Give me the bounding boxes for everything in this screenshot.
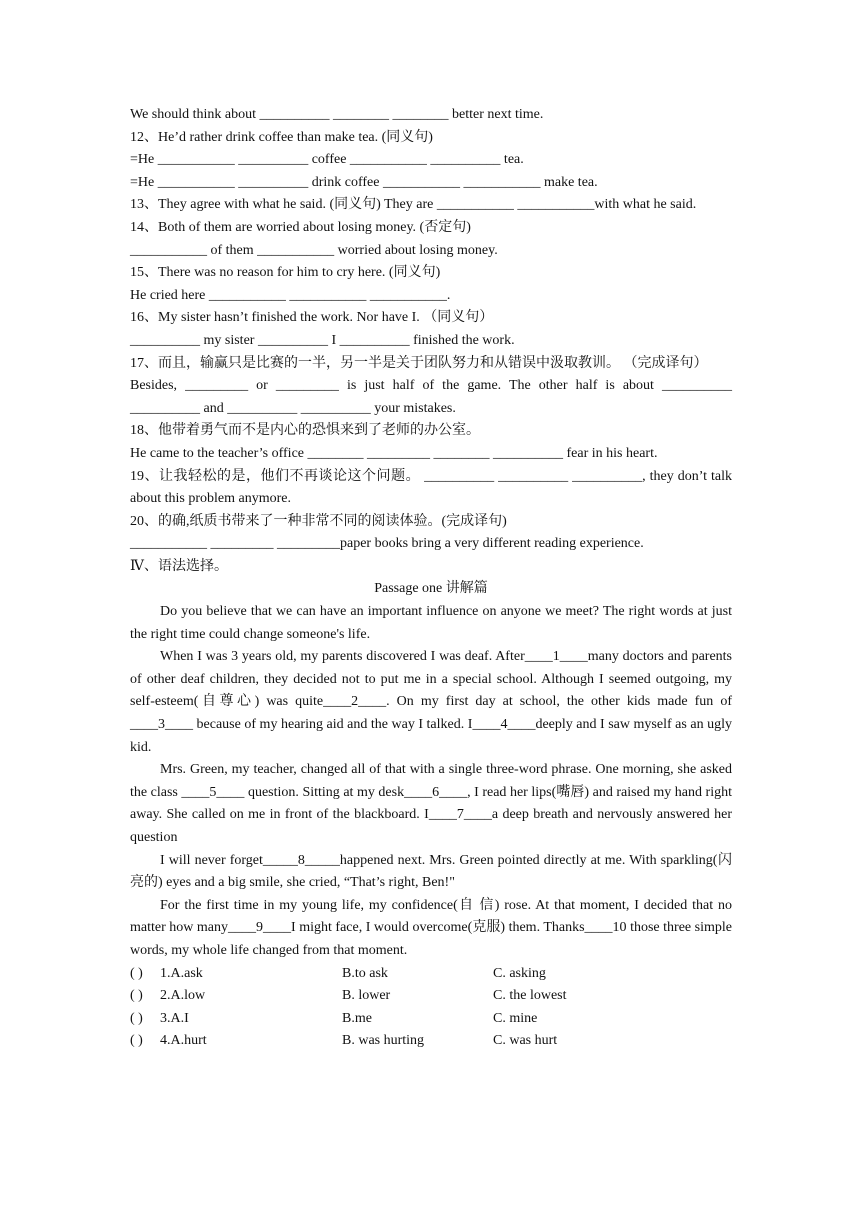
exercise-19: 19、让我轻松的是，他们不再谈论这个问题。 __________ __________ __________, they don’t talk about this problem anymore. [130,468,732,507]
exercise-16-prompt: 16、My sister hasn’t finished the work. Nor have I. （同义句） [130,310,494,326]
exercise-14-prompt: 14、Both of them are worried about losing money. (否定句) [130,219,471,235]
exercise-16-answer: __________ my sister __________ I __________ finished the work. [130,332,515,348]
option-row [130,1030,732,1053]
option-b: B. lower [342,988,391,1004]
answer-blank[interactable]: ( ) [130,1033,143,1049]
exercise-12-answer-a: =He ___________ __________ coffee ___________ __________ tea. [130,152,524,168]
exercise-17-answer: Besides, _________ or _________ is just half of the game. The other half is about __________ __________ and __________ __________ your mistakes. [130,378,732,416]
option-b: B.me [342,1010,372,1026]
option-a: 1.A.ask [160,965,203,981]
option-c: C. the lowest [493,988,567,1004]
passage-paragraph: For the first time in my young life, my confidence(自 信) rose. At that moment, I decided that no matter how many____9____I might face, I would overcome(克服) them. Thanks____10 those three simple words, my whole life changed from that moment. [130,897,732,958]
exercise-15-answer: He cried here ___________ ___________ ___________. [130,287,451,303]
exercise-18-answer: He came to the teacher’s office ________ _________ ________ __________ fear in his heart. [130,445,658,461]
option-row [130,1008,732,1031]
option-a: 4.A.hurt [160,1033,207,1049]
answer-blank[interactable]: ( ) [130,965,143,981]
passage-paragraph: Mrs. Green, my teacher, changed all of that with a single three-word phrase. One morning, she asked the class ____5____ question. Sitting at my desk____6____, I read her lips(嘴唇) and raised my hand right away. She called on me in front of the blackboard. I____7____a deep breath and nervously answered her question [130,762,732,845]
answer-blank[interactable]: ( ) [130,988,143,1004]
option-b: B. was hurting [342,1033,425,1049]
section-heading: Ⅳ、语法选择。 [130,558,228,574]
passage-paragraph: Do you believe that we can have an important influence on anyone we meet? The right words at just the right time could change someone's life. [130,604,732,642]
exercise-20-answer: ___________ _________ _________paper books bring a very different reading experience. [130,536,644,552]
exercise-17-prompt: 17、而且，输赢只是比赛的一半，另一半是关于团队努力和从错误中汲取教训。 （完成译句） [130,355,708,371]
exercise-15-prompt: 15、There was no reason for him to cry here. (同义句) [130,265,441,281]
option-a: 2.A.low [160,988,206,1004]
exercise-12-prompt: 12、He’d rather drink coffee than make tea. (同义句) [130,129,433,145]
option-c: C. mine [493,1010,538,1026]
option-c: C. was hurt [493,1033,558,1049]
answer-blank[interactable]: ( ) [130,1010,143,1026]
option-a: 3.A.I [160,1010,189,1026]
exercise-line: We should think about __________ ________ ________ better next time. [130,107,544,122]
option-c: C. asking [493,965,546,981]
exercise-14-answer: ___________ of them ___________ worried about losing money. [130,242,498,258]
passage-paragraph: I will never forget_____8_____happened next. Mrs. Green pointed directly at me. With sparkling(闪亮的) eyes and a big smile, she cried, “That’s right, Ben!" [130,852,732,891]
exercise-18-prompt: 18、他带着勇气而不是内心的恐惧来到了老师的办公室。 [130,423,480,439]
option-row [130,963,732,986]
exercise-13: 13、They agree with what he said. (同义句) They are ___________ ___________with what he said. [130,197,697,213]
exercise-12-answer-b: =He ___________ __________ drink coffee ___________ ___________ make tea. [130,174,598,190]
worksheet-content [130,104,732,1053]
passage-paragraph: When I was 3 years old, my parents discovered I was deaf. After____1____many doctors and parents of other deaf children, they decided not to put me in a special school. Although I seemed outgoing, my self-esteem(自尊心) was quite____2____. On my first day at school, the other kids made fun of ____3____ because of my hearing aid and the way I talked. I____4____deeply and I saw myself as an ugly kid. [130,649,732,755]
option-row [130,985,732,1008]
exercise-20-prompt: 20、的确,纸质书带来了一种非常不同的阅读体验。(完成译句) [130,513,507,529]
passage-title: Passage one 讲解篇 [374,581,488,597]
option-b: B.to ask [342,965,388,981]
